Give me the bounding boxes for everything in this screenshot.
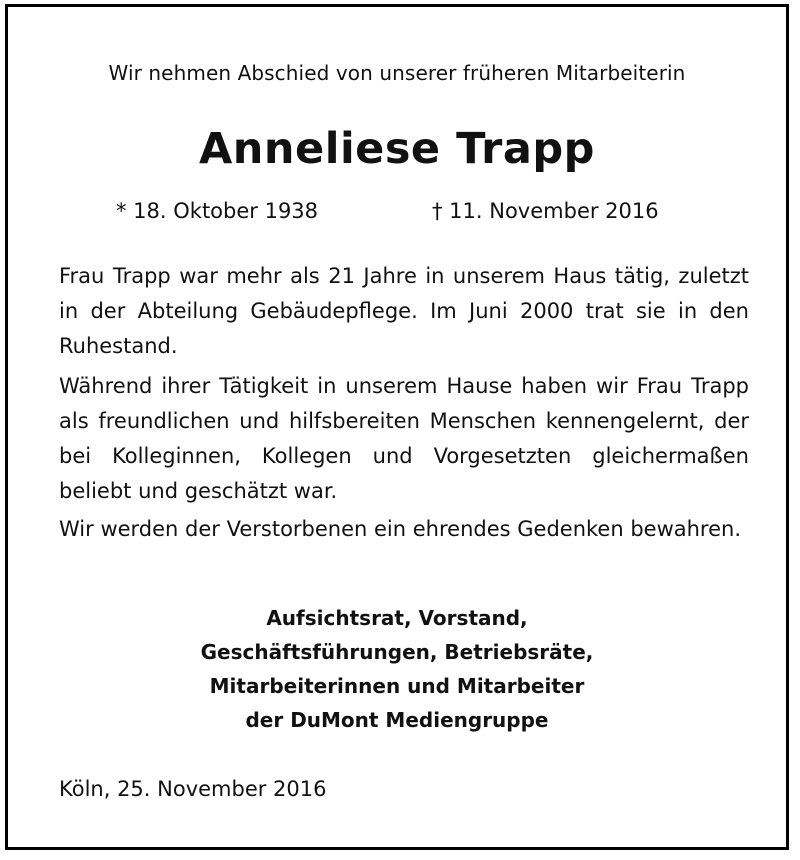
signature-line: Mitarbeiterinnen und Mitarbeiter — [209, 674, 585, 698]
body-paragraph-2: Während ihrer Tätigkeit in unserem Hause haben wir Frau Trapp als freundlichen und hilfsbereiten Menschen kennengelernt, der bei Kolleginnen, Kollegen und Vorgesetzten gleichermaßen beliebt und geschätzt war. — [59, 374, 749, 503]
intro-text: Wir nehmen Abschied von unserer früheren Mitarbeiterin — [108, 61, 686, 85]
signature-line: der DuMont Mediengruppe — [245, 708, 549, 732]
body-paragraph-1: Frau Trapp war mehr als 21 Jahre in unserem Haus tätig, zuletzt in der Abteilung Gebäudepflege. Im Juni 2000 trat sie in den Ruhestand. — [59, 264, 749, 358]
place-and-date: Köln, 25. November 2016 — [59, 777, 327, 801]
signature-block — [8, 601, 786, 737]
signature-line: Aufsichtsrat, Vorstand, — [266, 606, 528, 630]
birth-date: * 18. Oktober 1938 — [116, 199, 319, 223]
death-date: † 11. November 2016 — [432, 199, 659, 223]
body-paragraph-3: Wir werden der Verstorbenen ein ehrendes Gedenken bewahren. — [59, 517, 741, 541]
deceased-name: Anneliese Trapp — [199, 124, 595, 174]
obituary-notice — [5, 4, 789, 850]
signature-line: Geschäftsführungen, Betriebsräte, — [200, 640, 594, 664]
